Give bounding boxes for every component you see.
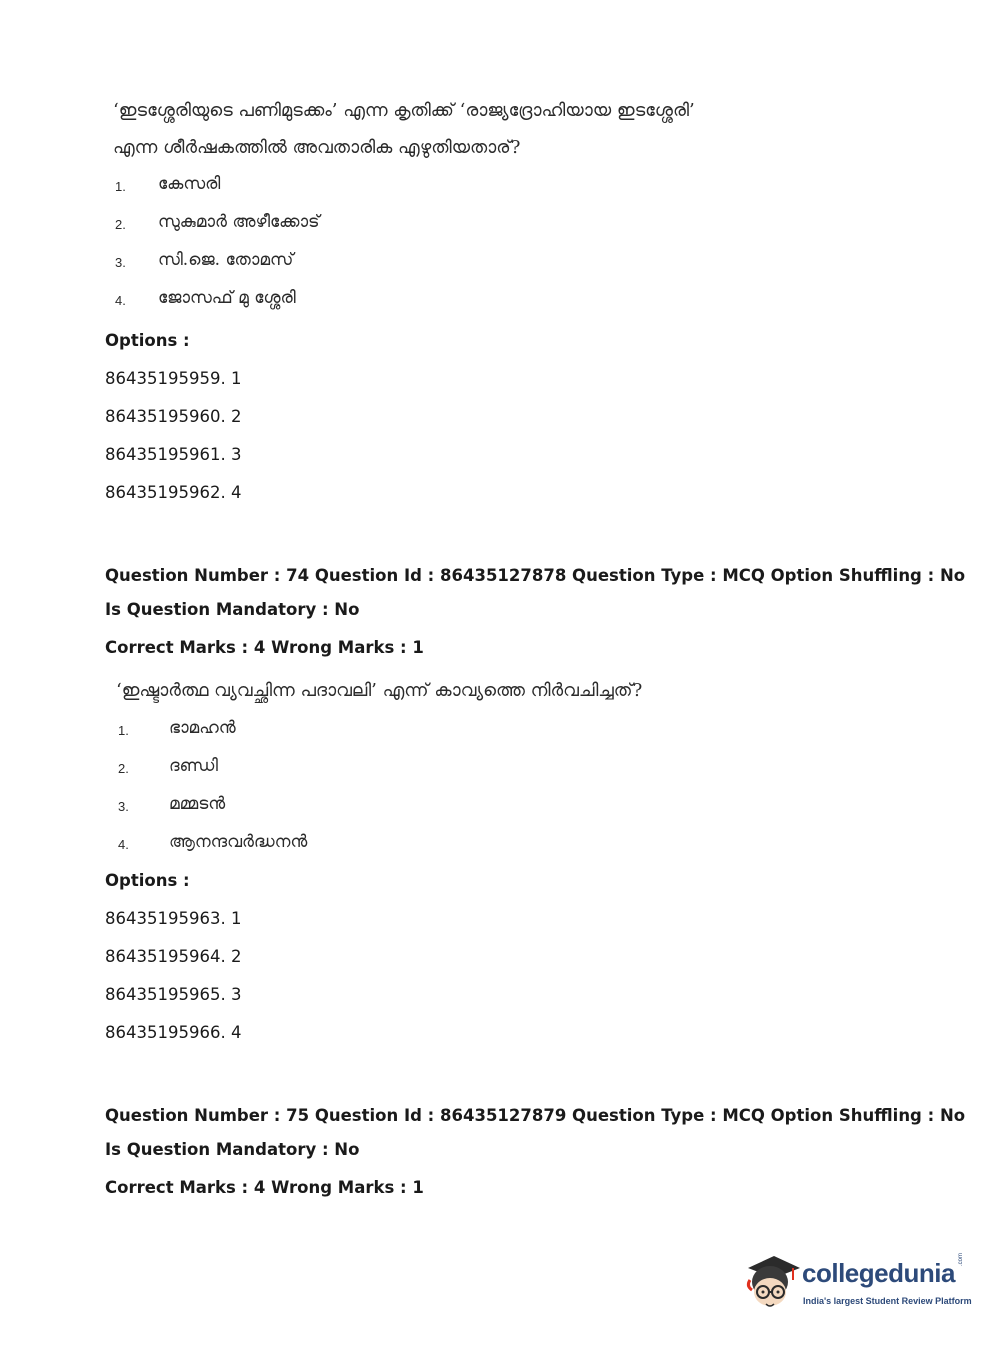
choice-text: സുകുമാർ അഴീക്കോട്: [158, 212, 320, 232]
choice-text: ജോസഫ് മു ശ്ശേരി: [158, 288, 296, 308]
question-meta: Question Number : 74 Question Id : 86435127878 Question Type : MCQ Option Shuffling : No: [105, 566, 966, 585]
choice-number: 1.: [118, 723, 129, 738]
option-id: 86435195959. 1: [105, 369, 242, 388]
option-id: 86435195960. 2: [105, 407, 242, 426]
choice-text: ദണ്ഡി: [169, 756, 218, 776]
option-id: 86435195966. 4: [105, 1023, 242, 1042]
logo-name: collegedunia: [802, 1258, 955, 1288]
options-label: Options :: [105, 331, 190, 350]
question-mandatory: Is Question Mandatory : No: [105, 1140, 360, 1159]
option-id: 86435195963. 1: [105, 909, 242, 928]
options-label: Options :: [105, 871, 190, 890]
choice-text: ആനന്ദവർദ്ധനൻ: [169, 832, 308, 852]
question-meta: Question Number : 75 Question Id : 86435127879 Question Type : MCQ Option Shuffling : No: [105, 1106, 966, 1125]
option-id: 86435195962. 4: [105, 483, 242, 502]
question-mandatory: Is Question Mandatory : No: [105, 600, 360, 619]
option-id: 86435195961. 3: [105, 445, 242, 464]
choice-text: കേസരി: [158, 174, 221, 194]
choice-text: സി.ജെ. തോമസ്: [158, 250, 294, 270]
question-marks: Correct Marks : 4 Wrong Marks : 1: [105, 1178, 424, 1197]
choice-number: 4.: [115, 293, 126, 308]
logo-com: .com: [958, 1252, 964, 1266]
question-marks: Correct Marks : 4 Wrong Marks : 1: [105, 638, 424, 657]
choice-number: 2.: [115, 217, 126, 232]
choice-text: ഭാമഹൻ: [169, 718, 236, 738]
question-text: ‘ഇഷ്ടാർത്ഥ വ്യവച്ഛിന്ന പദാവലി’ എന്ന് കാവ്യത്തെ നിർവചിച്ചത്?: [116, 680, 643, 701]
question-text-line1: ‘ഇടശ്ശേരിയുടെ പണിമുടക്കം’ എന്ന കൃതിക്ക് ‘രാജ്യദ്രോഹിയായ ഇടശ്ശേരി’: [113, 100, 695, 121]
choice-number: 2.: [118, 761, 129, 776]
logo-tagline: India's largest Student Review Platform: [803, 1296, 972, 1306]
option-id: 86435195964. 2: [105, 947, 242, 966]
choice-number: 1.: [115, 179, 126, 194]
option-id: 86435195965. 3: [105, 985, 242, 1004]
choice-number: 4.: [118, 837, 129, 852]
choice-text: മമ്മടൻ: [169, 794, 226, 814]
choice-number: 3.: [118, 799, 129, 814]
choice-number: 3.: [115, 255, 126, 270]
mascot-icon: [742, 1250, 804, 1316]
question-text-line2: എന്ന ശീർഷകത്തിൽ അവതാരിക എഴുതിയതാര്?: [113, 137, 521, 158]
collegedunia-logo[interactable]: [742, 1250, 972, 1320]
